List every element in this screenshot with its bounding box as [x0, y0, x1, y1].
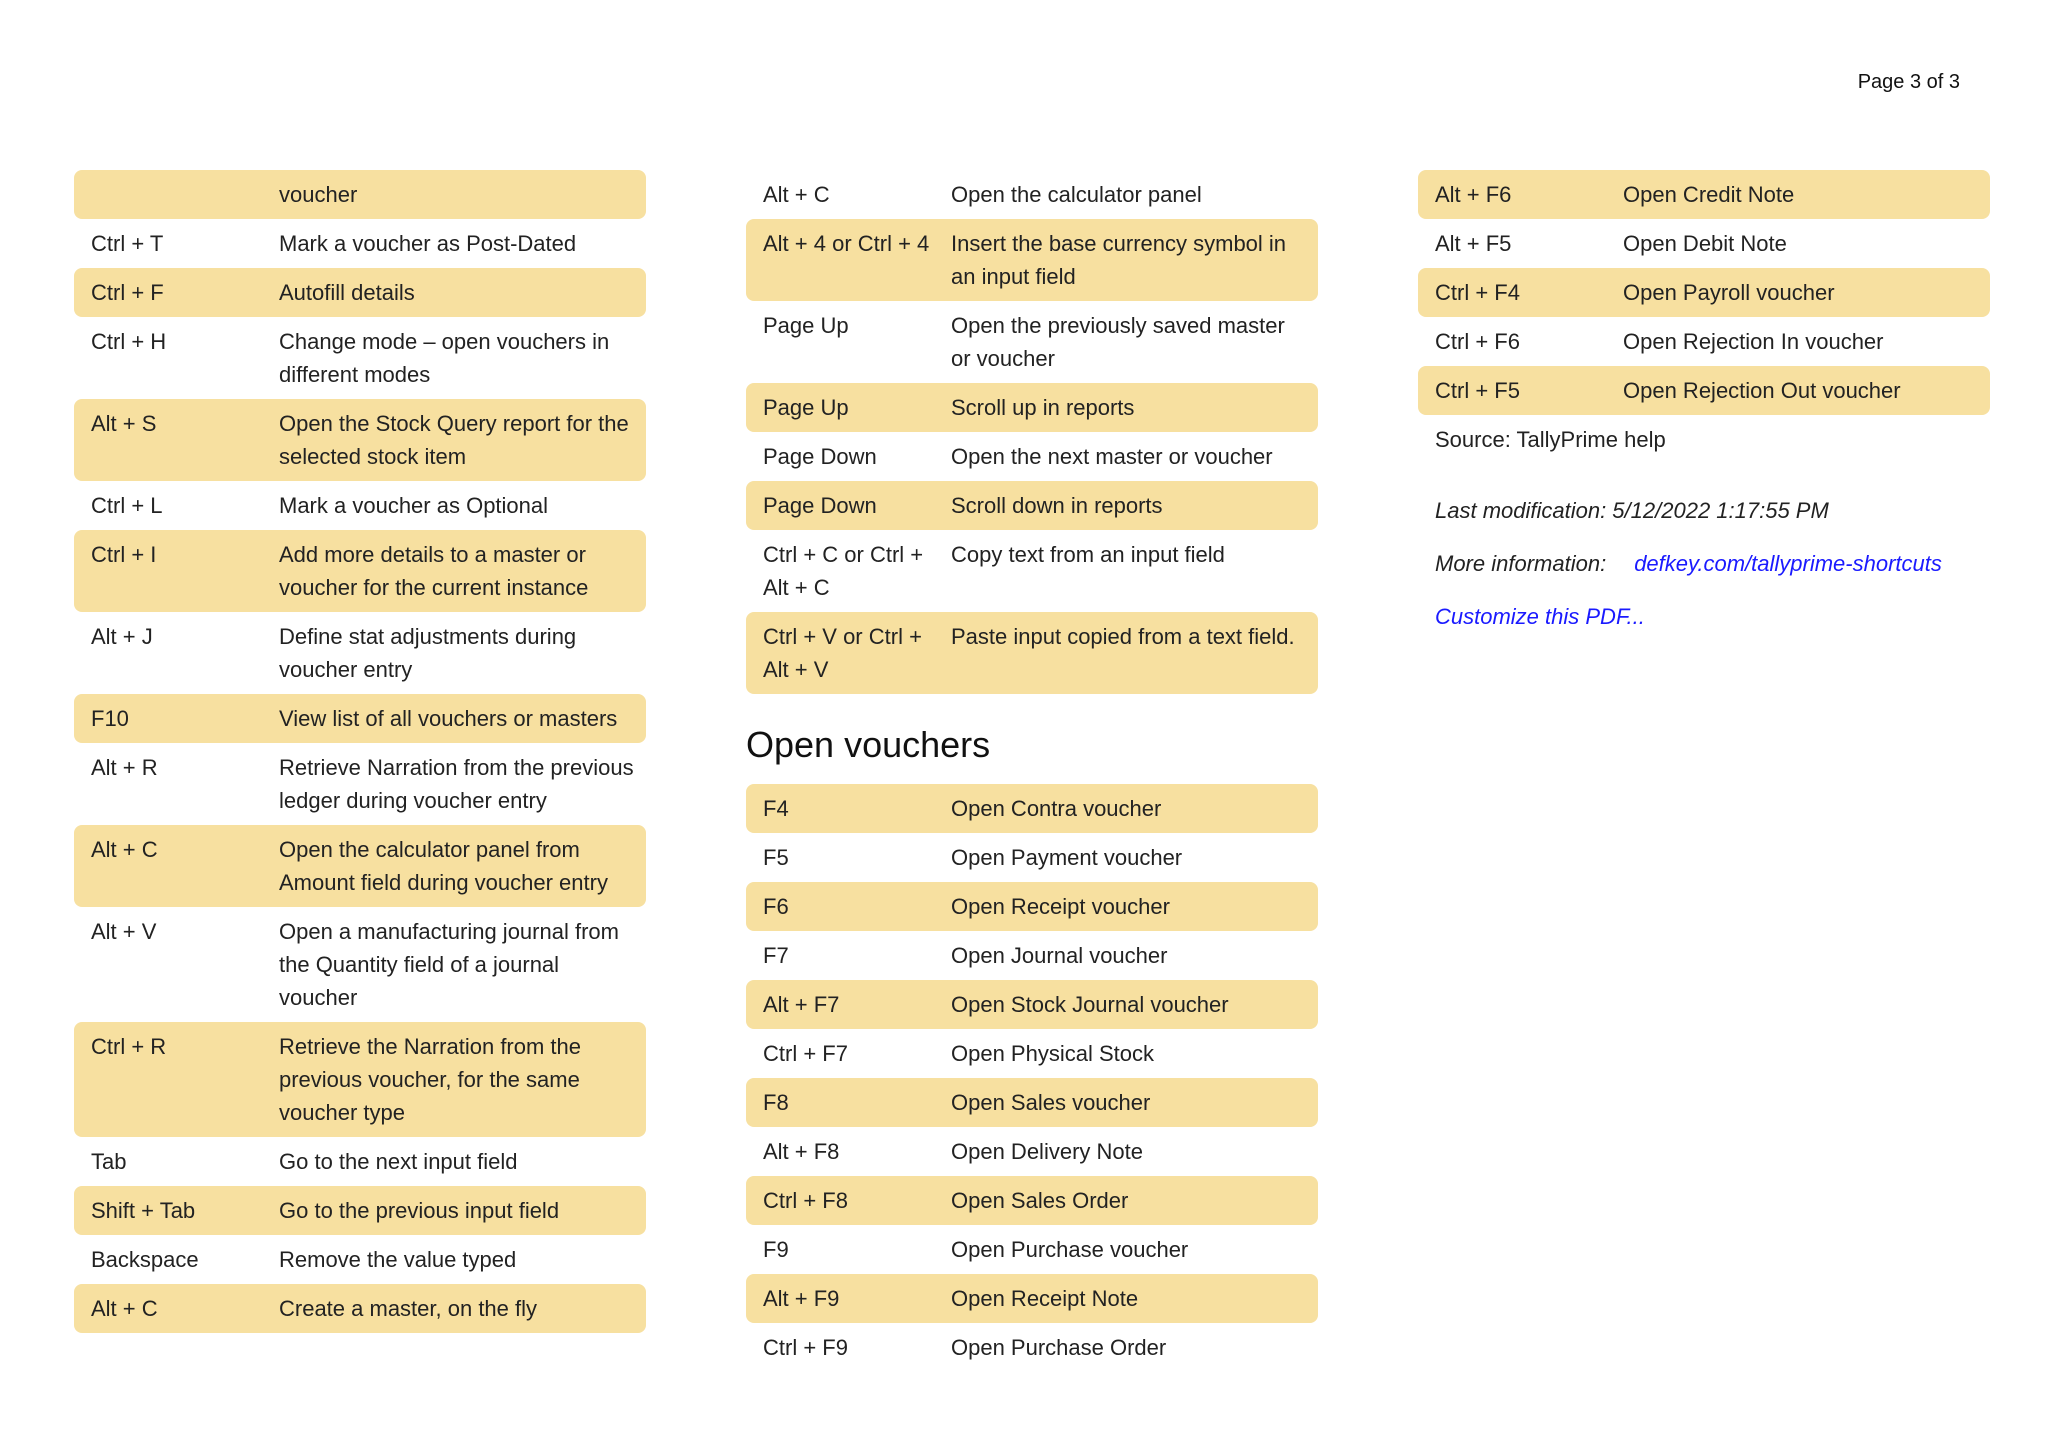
- shortcut-row: [74, 825, 646, 907]
- shortcut-description: Mark a voucher as Post-Dated: [279, 231, 577, 256]
- shortcut-description: Open Payment voucher: [951, 845, 1183, 870]
- shortcut-row: [74, 268, 646, 317]
- shortcut-table-3: [1418, 170, 1990, 415]
- shortcut-description: Insert the base currency symbol in an input field: [951, 231, 1287, 289]
- shortcut-key: F8: [763, 1090, 789, 1115]
- shortcut-description: Open the next master or voucher: [951, 444, 1273, 469]
- shortcut-row: [74, 694, 646, 743]
- shortcut-row: [74, 530, 646, 612]
- shortcut-key: Ctrl + C or Ctrl + Alt + C: [763, 542, 924, 600]
- shortcut-row: [746, 1029, 1318, 1078]
- shortcut-description: Go to the next input field: [279, 1149, 518, 1174]
- shortcut-key: Alt + 4 or Ctrl + 4: [763, 231, 930, 256]
- shortcut-key: Shift + Tab: [91, 1198, 196, 1223]
- shortcut-description: Open Debit Note: [1623, 231, 1787, 256]
- shortcut-description: Open the calculator panel from Amount field during voucher entry: [279, 837, 608, 895]
- shortcut-key: F9: [763, 1237, 789, 1262]
- shortcut-key: Page Down: [763, 444, 877, 469]
- shortcut-description: Open Journal voucher: [951, 943, 1168, 968]
- shortcut-row: [746, 931, 1318, 980]
- shortcut-description: Open Purchase voucher: [951, 1237, 1189, 1262]
- shortcut-description: Copy text from an input field: [951, 542, 1225, 567]
- more-info-link[interactable]: defkey.com/tallyprime-shortcuts: [1634, 551, 1942, 576]
- shortcut-description: Retrieve Narration from the previous ledger during voucher entry: [279, 755, 634, 813]
- shortcut-key: Ctrl + L: [91, 493, 163, 518]
- shortcut-key: [74, 178, 279, 211]
- shortcut-description: Create a master, on the fly: [279, 1296, 538, 1321]
- shortcut-key: Alt + F8: [763, 1139, 840, 1164]
- more-info-label: More information:: [1435, 551, 1607, 576]
- shortcut-key: Ctrl + F6: [1435, 329, 1520, 354]
- shortcut-row: [74, 219, 646, 268]
- source-text: Source: TallyPrime help: [1435, 427, 1666, 452]
- shortcut-description: Retrieve the Narration from the previous voucher, for the same voucher type: [279, 1034, 582, 1125]
- shortcut-description: Open Delivery Note: [951, 1139, 1143, 1164]
- shortcut-description: Open Receipt voucher: [951, 894, 1170, 919]
- shortcut-key: Ctrl + F5: [1435, 378, 1520, 403]
- shortcut-key: Page Up: [763, 395, 849, 420]
- shortcut-key: Ctrl + V or Ctrl + Alt + V: [763, 624, 922, 682]
- shortcut-description: Open Rejection Out voucher: [1623, 378, 1901, 403]
- shortcut-description: Open the calculator panel: [951, 182, 1202, 207]
- last-modification: Last modification: 5/12/2022 1:17:55 PM: [1435, 498, 1829, 523]
- shortcut-description: Scroll up in reports: [951, 395, 1135, 420]
- shortcut-row: [74, 481, 646, 530]
- shortcut-row: [746, 219, 1318, 301]
- shortcut-key: Alt + V: [91, 919, 157, 944]
- shortcut-row: [74, 317, 646, 399]
- shortcut-description: Open Sales voucher: [951, 1090, 1151, 1115]
- shortcut-description: Open Purchase Order: [951, 1335, 1167, 1360]
- shortcut-key: Ctrl + I: [91, 542, 157, 567]
- shortcut-key: Ctrl + F8: [763, 1188, 848, 1213]
- shortcut-row: [746, 1176, 1318, 1225]
- shortcut-description: Change mode – open vouchers in different modes: [279, 329, 610, 387]
- shortcut-row: [746, 784, 1318, 833]
- shortcut-row: [74, 1186, 646, 1235]
- shortcut-description: Define stat adjustments during voucher entry: [279, 624, 577, 682]
- shortcut-row: [746, 980, 1318, 1029]
- shortcut-description: Open Stock Journal voucher: [951, 992, 1229, 1017]
- shortcut-row: [746, 432, 1318, 481]
- shortcut-description: Open the previously saved master or voucher: [951, 313, 1285, 371]
- shortcut-row: [74, 612, 646, 694]
- shortcut-row: [1418, 268, 1990, 317]
- shortcut-row: [74, 1022, 646, 1137]
- shortcut-description: Open Credit Note: [1623, 182, 1795, 207]
- shortcut-description: Remove the value typed: [279, 1247, 517, 1272]
- shortcut-description: Paste input copied from a text field.: [951, 624, 1295, 649]
- shortcut-description: Autofill details: [279, 280, 415, 305]
- shortcut-key: Alt + C: [763, 182, 830, 207]
- shortcut-key: F7: [763, 943, 789, 968]
- shortcut-key: Tab: [91, 1149, 127, 1174]
- shortcut-row: [746, 1078, 1318, 1127]
- shortcut-description: Scroll down in reports: [951, 493, 1163, 518]
- shortcut-key: Backspace: [91, 1247, 199, 1272]
- section-title-open-vouchers: Open vouchers: [746, 724, 991, 765]
- shortcut-description: Go to the previous input field: [279, 1198, 560, 1223]
- shortcut-row: [74, 1235, 646, 1284]
- shortcut-key: Alt + C: [91, 1296, 158, 1321]
- shortcut-description: Add more details to a master or voucher for the current instance: [279, 542, 589, 600]
- shortcut-key: Page Down: [763, 493, 877, 518]
- shortcut-description: Open Payroll voucher: [1623, 280, 1835, 305]
- shortcut-row: [1418, 366, 1990, 415]
- column-1: [74, 170, 646, 1333]
- shortcut-key: Ctrl + R: [91, 1034, 167, 1059]
- shortcut-row: [746, 481, 1318, 530]
- shortcut-description: voucher: [279, 182, 358, 207]
- page-number: Page 3 of 3: [1857, 71, 1960, 93]
- shortcut-row: [1418, 170, 1990, 219]
- shortcut-row: [746, 1127, 1318, 1176]
- shortcut-row: [746, 833, 1318, 882]
- shortcut-description: Open the Stock Query report for the selected stock item: [279, 411, 629, 469]
- shortcut-key: Ctrl + F4: [1435, 280, 1520, 305]
- shortcut-row: [746, 1225, 1318, 1274]
- shortcut-key: Alt + S: [91, 411, 157, 436]
- shortcut-key: Alt + R: [91, 755, 158, 780]
- shortcut-description: Open Sales Order: [951, 1188, 1129, 1213]
- shortcut-row: [74, 743, 646, 825]
- shortcut-row: [746, 1323, 1318, 1372]
- shortcut-key: Alt + F7: [763, 992, 840, 1017]
- shortcut-row: [746, 530, 1318, 612]
- shortcut-row: [746, 1274, 1318, 1323]
- shortcut-description: View list of all vouchers or masters: [279, 706, 618, 731]
- shortcut-description: Open Receipt Note: [951, 1286, 1139, 1311]
- shortcut-row: [74, 907, 646, 1022]
- shortcut-description: Open Rejection In voucher: [1623, 329, 1884, 354]
- shortcut-key: Ctrl + F7: [763, 1041, 848, 1066]
- shortcut-row: [74, 1137, 646, 1186]
- shortcut-row: [74, 170, 646, 219]
- shortcut-key: F5: [763, 845, 789, 870]
- shortcut-key: F4: [763, 796, 789, 821]
- shortcut-table-2: [746, 170, 1318, 694]
- column-3: [1418, 170, 1990, 633]
- shortcut-key: Alt + F5: [1435, 231, 1512, 256]
- shortcut-key: Ctrl + F9: [763, 1335, 848, 1360]
- column-2: [746, 170, 1318, 1372]
- shortcut-key: Ctrl + H: [91, 329, 167, 354]
- shortcut-key: F10: [91, 706, 129, 731]
- shortcut-key: F6: [763, 894, 789, 919]
- shortcut-row: [74, 399, 646, 481]
- customize-section: [1418, 600, 1990, 633]
- shortcut-key: Page Up: [763, 313, 849, 338]
- shortcut-row: [746, 612, 1318, 694]
- shortcut-description: Open a manufacturing journal from the Quantity field of a journal voucher: [279, 919, 619, 1010]
- shortcut-description: Open Physical Stock: [951, 1041, 1154, 1066]
- shortcut-table-open-vouchers: [746, 784, 1318, 1372]
- shortcut-key: Ctrl + F: [91, 280, 164, 305]
- shortcut-row: [746, 170, 1318, 219]
- shortcut-row: [746, 301, 1318, 383]
- shortcut-key: Alt + C: [91, 837, 158, 862]
- shortcut-description: Open Contra voucher: [951, 796, 1162, 821]
- shortcut-row: [746, 882, 1318, 931]
- shortcut-key: Ctrl + T: [91, 231, 164, 256]
- shortcut-description: Mark a voucher as Optional: [279, 493, 549, 518]
- shortcut-key: Alt + J: [91, 624, 153, 649]
- shortcut-key: Alt + F9: [763, 1286, 840, 1311]
- shortcut-row: [746, 383, 1318, 432]
- shortcut-row: [1418, 317, 1990, 366]
- customize-pdf-link[interactable]: Customize this PDF...: [1435, 604, 1645, 629]
- shortcut-row: [74, 1284, 646, 1333]
- shortcut-table-1: [74, 170, 646, 1333]
- shortcut-key: Alt + F6: [1435, 182, 1512, 207]
- more-information: [1418, 547, 1990, 580]
- shortcut-row: [1418, 219, 1990, 268]
